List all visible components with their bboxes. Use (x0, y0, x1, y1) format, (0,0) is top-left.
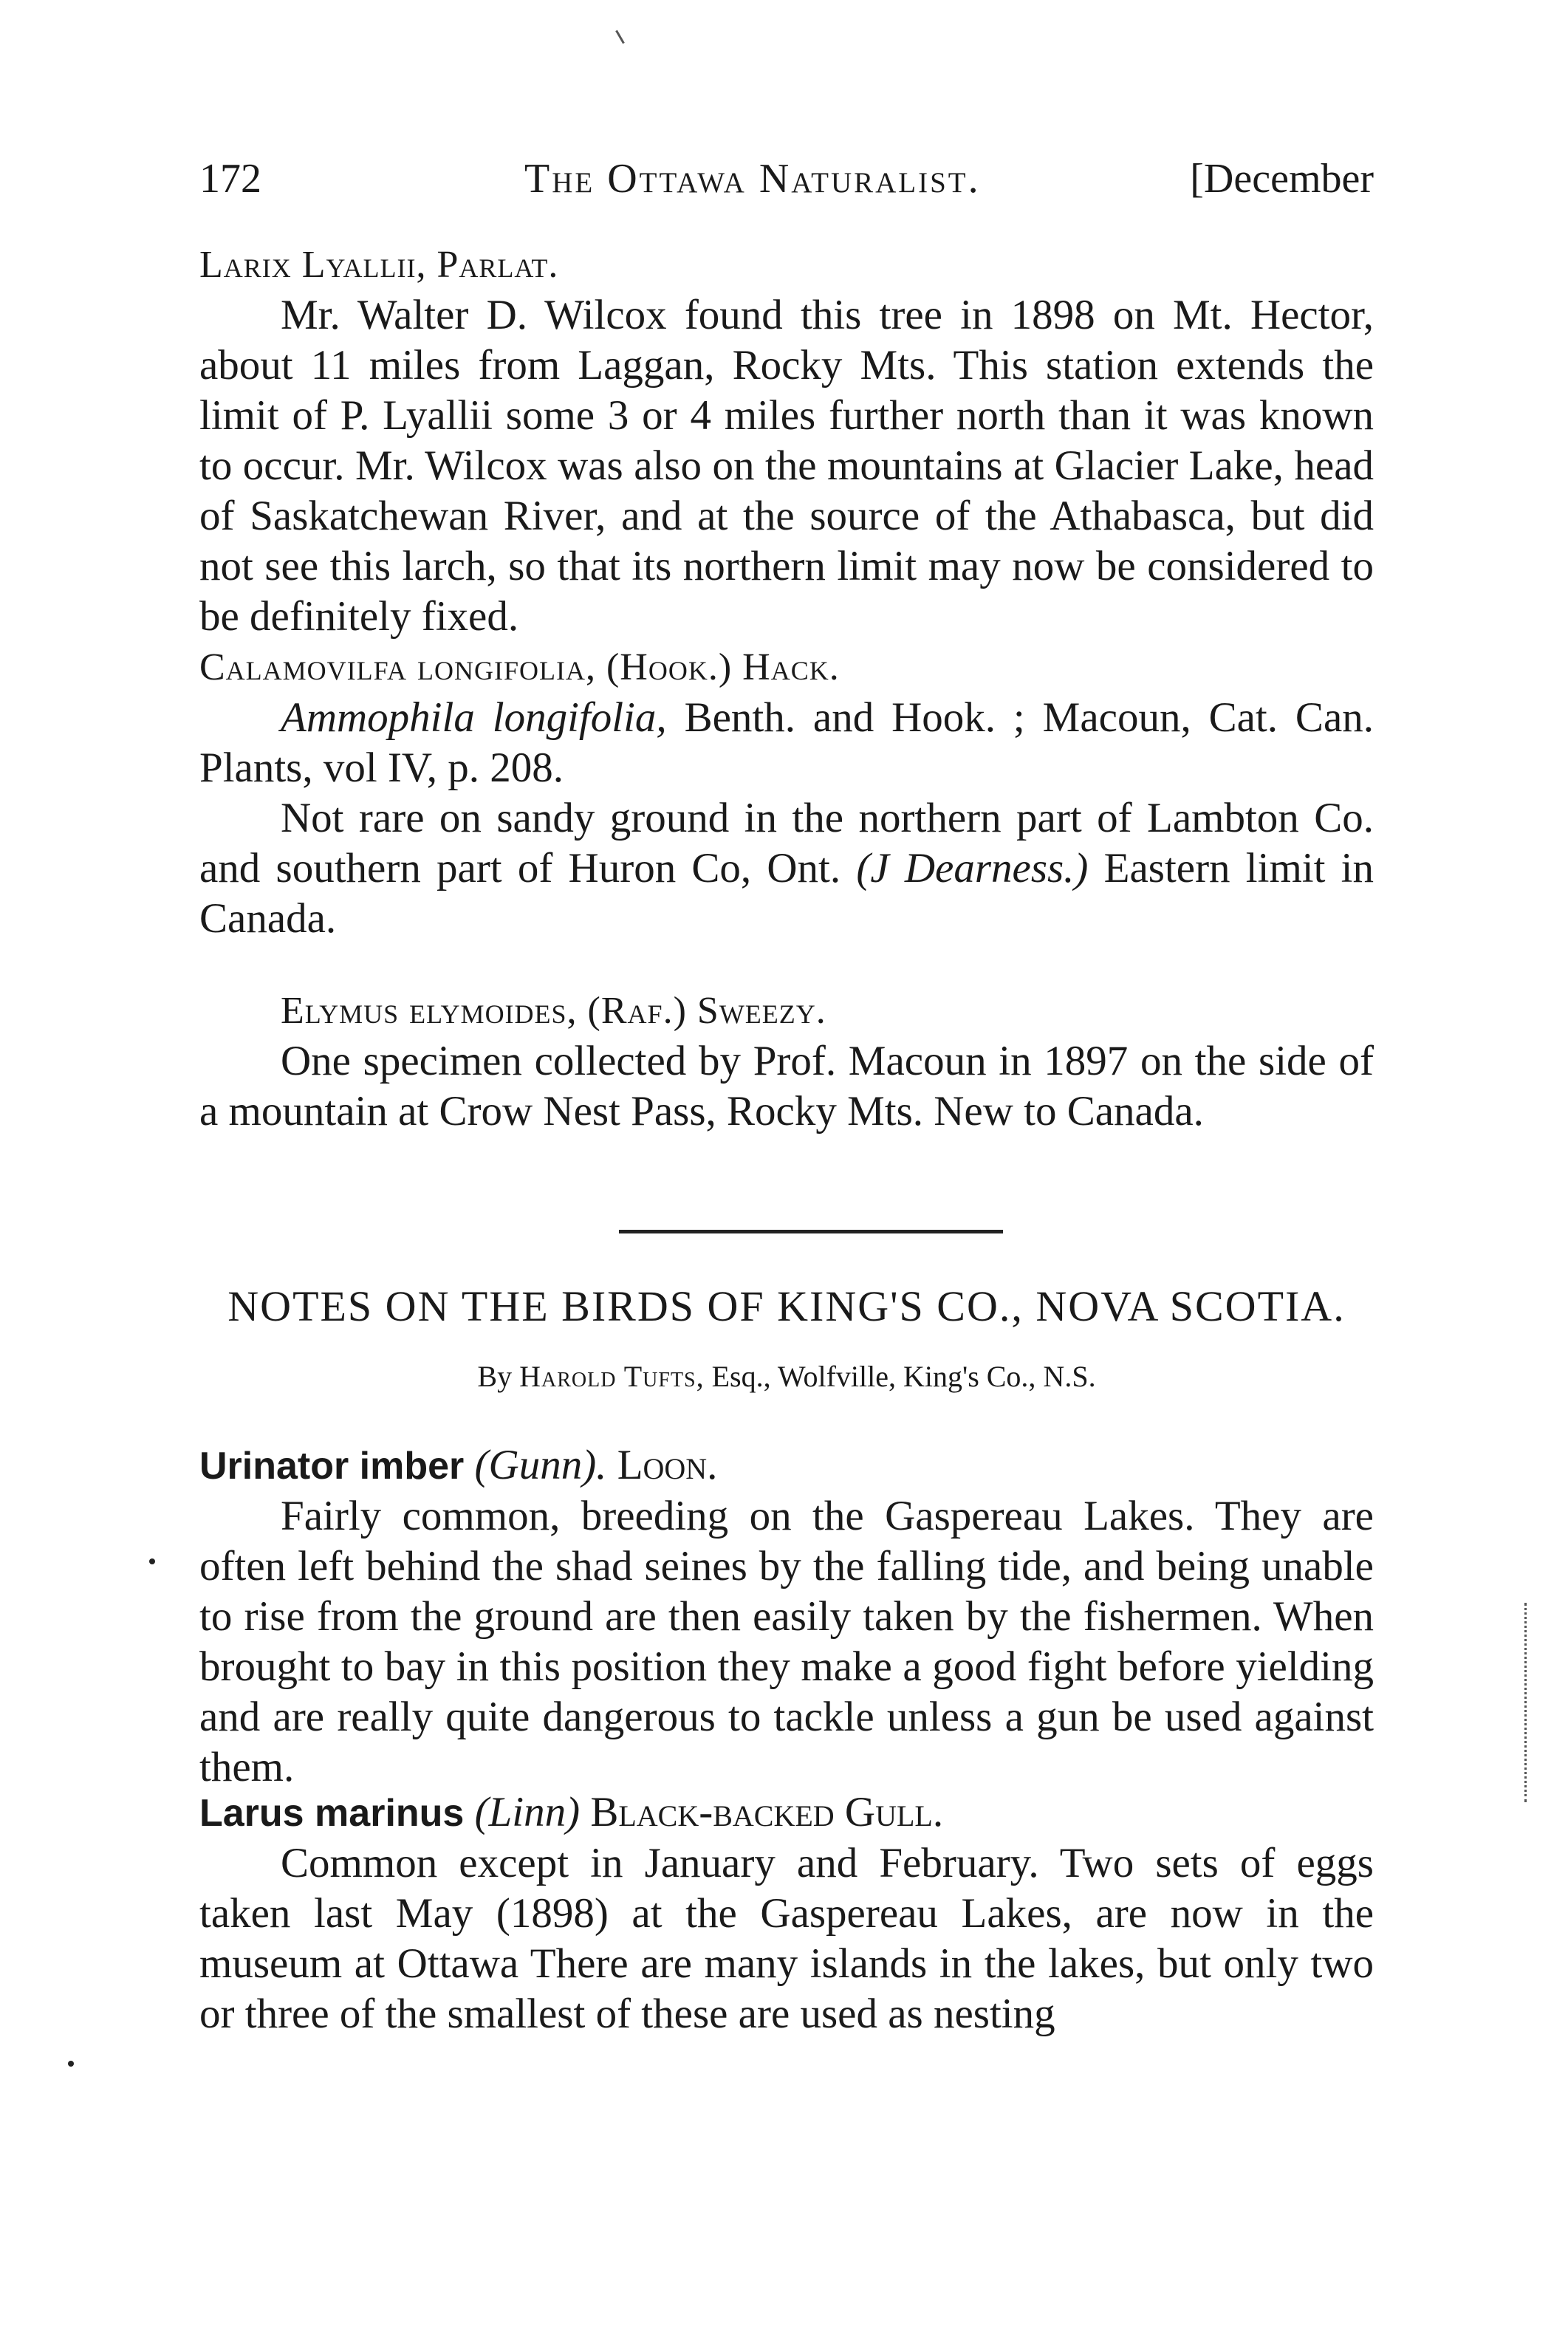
entry-calamovilfa (199, 643, 1374, 944)
bird-heading-loon (199, 1440, 1374, 1491)
common-name: Loon. (617, 1442, 718, 1488)
species-authority: (Gunn). (474, 1442, 607, 1488)
entry-elymus (199, 986, 1374, 1137)
bird-entry-loon (199, 1440, 1374, 1793)
calamovilfa-locality: Not rare on sandy ground in the northern part of Lambton Co. and southern part of Huron Co, Ont. (199, 795, 1374, 892)
margin-dot (149, 1558, 155, 1564)
species-name: Urinator imber (199, 1445, 465, 1488)
entry-name-larix: Larix Lyallii, Parlat. (199, 244, 559, 286)
synonym-line (199, 693, 1374, 793)
bird-body-gull: Common except in January and February. Two sets of eggs taken last May (1898) at the Gaspereau Lakes, are now in the museum at Ottawa There are many islands in the lakes, but only two or three of the smallest of these are used as nesting (199, 1840, 1374, 2037)
margin-dot (68, 2061, 74, 2067)
page-number: 172 (199, 156, 261, 202)
margin-scan-line (1524, 1603, 1527, 1802)
species-authority: (Linn) (474, 1789, 581, 1835)
bird-body-loon: Fairly common, breeding on the Gaspereau Lakes. They are often left behind the shad seines by the falling tide, and being unable to rise from the ground are then easily taken by the fishermen. When brought to bay in this position they make a good fight before yielding and are really quite dangerous to tackle unless a gun be used against them. (199, 1493, 1374, 1790)
article-byline (199, 1359, 1374, 1394)
synonym-reference: Benth. and Hook. ; Macoun, Cat. Can. Plants, vol IV, p. 208. (199, 694, 1374, 791)
entry-body-elymus: One specimen collected by Prof. Macoun in 1897 on the side of a mountain at Crow Nest Pass, Rocky Mts. New to Canada. (199, 1038, 1374, 1135)
bird-heading-gull (199, 1787, 1374, 1838)
synonym-name: Ammophila longifolia, (281, 694, 667, 741)
entry-name-calamovilfa: Calamovilfa longifolia, (Hook.) Hack. (199, 646, 840, 688)
entry-name-elymus: Elymus elymoides, (Raf.) Sweezy. (281, 990, 826, 1032)
calamovilfa-note: Eastern limit in Canada. (199, 845, 1374, 942)
byline-author: Harold Tufts, (519, 1360, 705, 1393)
running-header (199, 155, 1374, 214)
common-name: Black-backed Gull. (590, 1789, 944, 1835)
byline-location: Esq., Wolfville, King's Co., N.S. (711, 1360, 1096, 1393)
byline-by: By (477, 1360, 513, 1393)
issue-month: [December (1190, 156, 1374, 202)
entry-body-larix: Mr. Walter D. Wilcox found this tree in 1898 on Mt. Hector, about 11 miles from Laggan, Rocky Mts. This station extends the limit of P. Lyallii some 3 or 4 miles further north than it was known to occur. Mr. Wilcox was also on the mountains at Glacier Lake, head of Saskatchewan River, and at the source of the Athabasca, but did not see this larch, so that its northern limit may now be considered to be definitely fixed. (199, 292, 1374, 640)
entry-larix (199, 240, 1374, 642)
entry-body-calamovilfa (199, 793, 1374, 944)
article-title: NOTES ON THE BIRDS OF KING'S CO., NOVA SCOTIA. (227, 1282, 1346, 1330)
bird-entry-gull (199, 1787, 1374, 2039)
scan-mark (615, 30, 625, 44)
section-divider (619, 1230, 1003, 1233)
species-name: Larus marinus (199, 1792, 465, 1835)
calamovilfa-collector: (J Dearness.) (856, 845, 1089, 892)
journal-title: The Ottawa Naturalist. (524, 156, 981, 202)
